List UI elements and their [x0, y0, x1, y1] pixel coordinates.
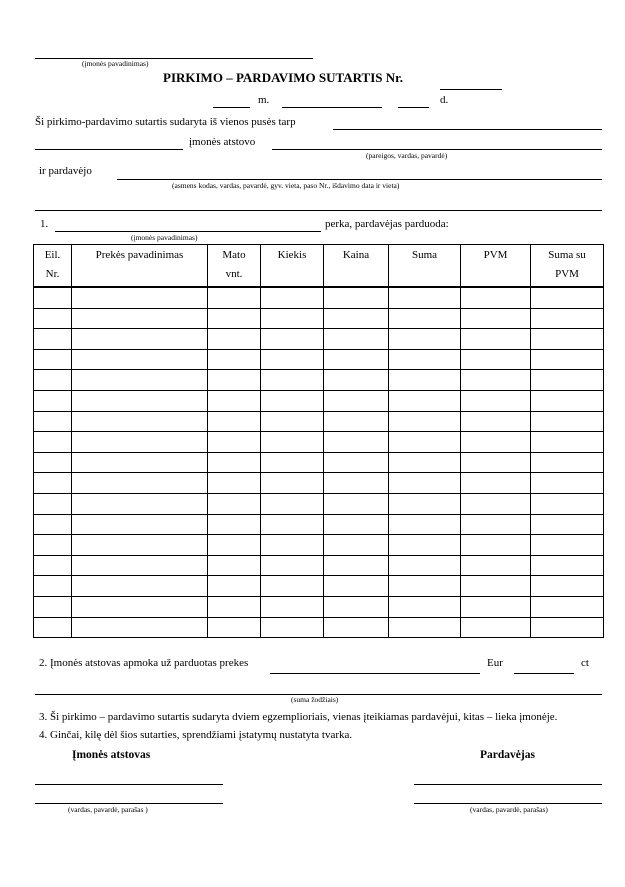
table-cell[interactable]: [208, 596, 261, 617]
date-day-line[interactable]: [398, 107, 429, 108]
year-suffix: m.: [258, 94, 270, 106]
table-cell[interactable]: [208, 555, 261, 576]
table-cell[interactable]: [208, 452, 261, 473]
table-cell[interactable]: [72, 287, 208, 308]
table-row: [34, 576, 604, 597]
section4-text: 4. Ginčai, kilę dėl šios sutarties, sprendžiami įstatymų nustatyta tvarka.: [39, 729, 353, 741]
table-cell[interactable]: [261, 493, 324, 514]
seller-signature-heading: Pardavėjas: [480, 749, 535, 761]
table-cell[interactable]: [461, 473, 531, 494]
table-cell[interactable]: [324, 370, 389, 391]
and-seller-text: ir pardavėjo: [39, 165, 92, 177]
table-cell[interactable]: [208, 514, 261, 535]
table-cell[interactable]: [461, 514, 531, 535]
table-cell[interactable]: [72, 576, 208, 597]
table-cell[interactable]: [461, 287, 531, 308]
table-cell[interactable]: [461, 432, 531, 453]
table-cell[interactable]: [34, 370, 72, 391]
table-cell[interactable]: [324, 308, 389, 329]
table-cell[interactable]: [389, 576, 461, 597]
table-cell[interactable]: [461, 555, 531, 576]
table-row: [34, 617, 604, 638]
table-cell[interactable]: [261, 390, 324, 411]
table-cell[interactable]: [34, 493, 72, 514]
contract-title: PIRKIMO – PARDAVIMO SUTARTIS Nr.: [163, 70, 403, 85]
table-cell[interactable]: [389, 514, 461, 535]
table-row: [34, 555, 604, 576]
table-cell[interactable]: [389, 432, 461, 453]
table-row: [34, 349, 604, 370]
table-cell[interactable]: [261, 473, 324, 494]
table-cell[interactable]: [72, 617, 208, 638]
table-cell[interactable]: [531, 617, 604, 638]
table-cell[interactable]: [324, 576, 389, 597]
table-cell[interactable]: [461, 349, 531, 370]
seller-details-line-2[interactable]: [35, 210, 602, 211]
table-cell[interactable]: [34, 308, 72, 329]
seller-details-line[interactable]: [117, 179, 602, 180]
section1-company-caption: (įmonės pavadinimas): [131, 233, 198, 242]
table-cell[interactable]: [389, 287, 461, 308]
table-cell[interactable]: [531, 411, 604, 432]
table-cell[interactable]: [34, 617, 72, 638]
table-cell[interactable]: [461, 308, 531, 329]
table-row: [34, 370, 604, 391]
table-cell[interactable]: [389, 452, 461, 473]
table-cell[interactable]: [72, 493, 208, 514]
table-cell[interactable]: [531, 555, 604, 576]
table-cell[interactable]: [261, 452, 324, 473]
table-cell[interactable]: [389, 617, 461, 638]
table-cell[interactable]: [324, 390, 389, 411]
table-cell[interactable]: [34, 432, 72, 453]
table-cell[interactable]: [461, 493, 531, 514]
cents-label: ct: [581, 657, 589, 669]
table-cell[interactable]: [324, 432, 389, 453]
table-cell[interactable]: [208, 390, 261, 411]
table-cell[interactable]: [389, 555, 461, 576]
table-cell[interactable]: [324, 596, 389, 617]
col-header-unit: Mato vnt.: [208, 245, 261, 288]
table-cell[interactable]: [72, 349, 208, 370]
col-header-no: Eil. Nr.: [34, 245, 72, 288]
table-cell[interactable]: [461, 329, 531, 350]
table-cell[interactable]: [324, 349, 389, 370]
table-row: [34, 411, 604, 432]
table-row: [34, 452, 604, 473]
table-cell[interactable]: [72, 514, 208, 535]
table-cell[interactable]: [461, 370, 531, 391]
table-cell[interactable]: [531, 287, 604, 308]
table-cell[interactable]: [324, 329, 389, 350]
seller-signature-line-2[interactable]: [414, 803, 602, 804]
table-cell[interactable]: [389, 370, 461, 391]
table-cell[interactable]: [208, 493, 261, 514]
table-cell[interactable]: [531, 432, 604, 453]
col-header-sum: Suma: [389, 245, 461, 288]
contract-number-line[interactable]: [440, 89, 502, 90]
table-cell[interactable]: [208, 349, 261, 370]
table-cell[interactable]: [324, 514, 389, 535]
table-cell[interactable]: [461, 452, 531, 473]
table-cell[interactable]: [72, 596, 208, 617]
table-cell[interactable]: [208, 329, 261, 350]
table-cell[interactable]: [389, 535, 461, 556]
table-cell[interactable]: [34, 596, 72, 617]
concluded-between-text: Ši pirkimo-pardavimo sutartis sudaryta iš vienos pusės tarp: [35, 116, 296, 128]
table-cell[interactable]: [461, 411, 531, 432]
buyer-signature-line-2[interactable]: [35, 803, 223, 804]
table-cell[interactable]: [34, 411, 72, 432]
table-row: [34, 473, 604, 494]
table-cell[interactable]: [34, 535, 72, 556]
table-cell[interactable]: [389, 329, 461, 350]
table-cell[interactable]: [461, 390, 531, 411]
table-cell[interactable]: [389, 349, 461, 370]
table-cell[interactable]: [34, 555, 72, 576]
seller-signature-caption: (vardas, pavardė, parašas): [470, 805, 548, 814]
col-header-price: Kaina: [324, 245, 389, 288]
table-cell[interactable]: [208, 287, 261, 308]
amount-line[interactable]: [270, 673, 480, 674]
table-cell[interactable]: [72, 555, 208, 576]
table-cell[interactable]: [34, 349, 72, 370]
table-cell[interactable]: [324, 555, 389, 576]
table-cell[interactable]: [72, 329, 208, 350]
table-cell[interactable]: [261, 329, 324, 350]
date-month-line[interactable]: [282, 107, 382, 108]
table-cell[interactable]: [531, 329, 604, 350]
company-representative-text: įmonės atstovo: [189, 136, 256, 148]
table-cell[interactable]: [72, 473, 208, 494]
section1-number: 1.: [40, 218, 49, 230]
table-cell[interactable]: [461, 535, 531, 556]
table-cell[interactable]: [531, 576, 604, 597]
date-year-line[interactable]: [213, 107, 250, 108]
table-cell[interactable]: [324, 473, 389, 494]
table-cell[interactable]: [531, 473, 604, 494]
table-cell[interactable]: [72, 432, 208, 453]
table-cell[interactable]: [531, 493, 604, 514]
table-cell[interactable]: [261, 555, 324, 576]
table-cell[interactable]: [34, 287, 72, 308]
table-cell[interactable]: [389, 390, 461, 411]
table-cell[interactable]: [531, 596, 604, 617]
table-cell[interactable]: [261, 576, 324, 597]
section1-text: perka, pardavėjas parduoda:: [325, 218, 449, 230]
table-cell[interactable]: [531, 514, 604, 535]
col-header-quantity: Kiekis: [261, 245, 324, 288]
table-cell[interactable]: [389, 493, 461, 514]
amount-words-caption: (suma žodžiais): [291, 695, 339, 704]
table-cell[interactable]: [208, 535, 261, 556]
table-cell[interactable]: [34, 473, 72, 494]
seller-details-caption: (asmens kodas, vardas, pavardė, gyv. vieta, paso Nr., išdavimo data ir vieta): [172, 181, 400, 190]
table-cell[interactable]: [324, 287, 389, 308]
table-cell[interactable]: [208, 473, 261, 494]
representative-caption: (pareigos, vardas, pavardė): [366, 151, 448, 160]
table-cell[interactable]: [389, 411, 461, 432]
table-cell[interactable]: [531, 535, 604, 556]
table-cell[interactable]: [261, 514, 324, 535]
table-cell[interactable]: [261, 535, 324, 556]
table-cell[interactable]: [261, 349, 324, 370]
table-cell[interactable]: [34, 514, 72, 535]
table-cell[interactable]: [531, 349, 604, 370]
table-cell[interactable]: [461, 617, 531, 638]
table-cell[interactable]: [261, 308, 324, 329]
table-cell[interactable]: [389, 596, 461, 617]
table-row: [34, 390, 604, 411]
table-cell[interactable]: [72, 452, 208, 473]
table-cell[interactable]: [34, 329, 72, 350]
table-cell[interactable]: [208, 308, 261, 329]
table-cell[interactable]: [208, 370, 261, 391]
table-cell[interactable]: [324, 535, 389, 556]
table-cell[interactable]: [461, 576, 531, 597]
col-header-vat: PVM: [461, 245, 531, 288]
table-cell[interactable]: [324, 411, 389, 432]
table-cell[interactable]: [531, 308, 604, 329]
table-row: [34, 287, 604, 308]
table-cell[interactable]: [324, 617, 389, 638]
table-cell[interactable]: [34, 576, 72, 597]
table-cell[interactable]: [72, 535, 208, 556]
table-cell[interactable]: [261, 287, 324, 308]
table-row: [34, 432, 604, 453]
table-cell[interactable]: [324, 452, 389, 473]
items-table: [33, 244, 604, 638]
table-cell[interactable]: [34, 452, 72, 473]
day-suffix: d.: [440, 94, 449, 106]
col-header-product: Prekės pavadinimas: [72, 245, 208, 288]
table-cell[interactable]: [324, 493, 389, 514]
table-cell[interactable]: [261, 411, 324, 432]
buyer-signature-caption: (vardas, pavardė, parašas ): [68, 805, 148, 814]
company-name-line[interactable]: [35, 58, 313, 59]
currency-label: Eur: [487, 657, 503, 669]
table-cell[interactable]: [72, 390, 208, 411]
table-cell[interactable]: [531, 390, 604, 411]
table-cell[interactable]: [261, 432, 324, 453]
table-cell[interactable]: [531, 452, 604, 473]
table-cell[interactable]: [461, 596, 531, 617]
table-row: [34, 329, 604, 350]
table-cell[interactable]: [389, 473, 461, 494]
seller-signature-line-1[interactable]: [414, 784, 602, 785]
table-row: [34, 493, 604, 514]
table-row: [34, 596, 604, 617]
section3-text: 3. Ši pirkimo – pardavimo sutartis sudaryta dviem egzemplioriais, vienas įteikiamas pardavėjui, kitas – lieka įmonėje.: [39, 711, 558, 723]
table-cell[interactable]: [261, 617, 324, 638]
buyer-company-line[interactable]: [333, 129, 602, 130]
table-cell[interactable]: [72, 411, 208, 432]
section2-text: 2. Įmonės atstovas apmoka už parduotas prekes: [39, 657, 249, 669]
table-cell[interactable]: [531, 370, 604, 391]
table-header-row: [34, 245, 604, 288]
representative-line[interactable]: [272, 149, 602, 150]
table-cell[interactable]: [72, 370, 208, 391]
table-cell[interactable]: [208, 411, 261, 432]
col-header-sum-vat: Suma su PVM: [531, 245, 604, 288]
table-cell[interactable]: [208, 576, 261, 597]
table-row: [34, 514, 604, 535]
table-row: [34, 535, 604, 556]
table-row: [34, 308, 604, 329]
company-line-2[interactable]: [35, 149, 183, 150]
table-cell[interactable]: [34, 390, 72, 411]
section1-company-line[interactable]: [55, 231, 321, 232]
table-cell[interactable]: [72, 308, 208, 329]
table-cell[interactable]: [389, 308, 461, 329]
company-name-caption: (įmonės pavadinimas): [82, 59, 149, 68]
table-cell[interactable]: [208, 617, 261, 638]
cents-line[interactable]: [514, 673, 574, 674]
table-cell[interactable]: [261, 370, 324, 391]
table-cell[interactable]: [208, 432, 261, 453]
buyer-signature-line-1[interactable]: [35, 784, 223, 785]
table-cell[interactable]: [261, 596, 324, 617]
buyer-signature-heading: Įmonės atstovas: [72, 749, 151, 761]
